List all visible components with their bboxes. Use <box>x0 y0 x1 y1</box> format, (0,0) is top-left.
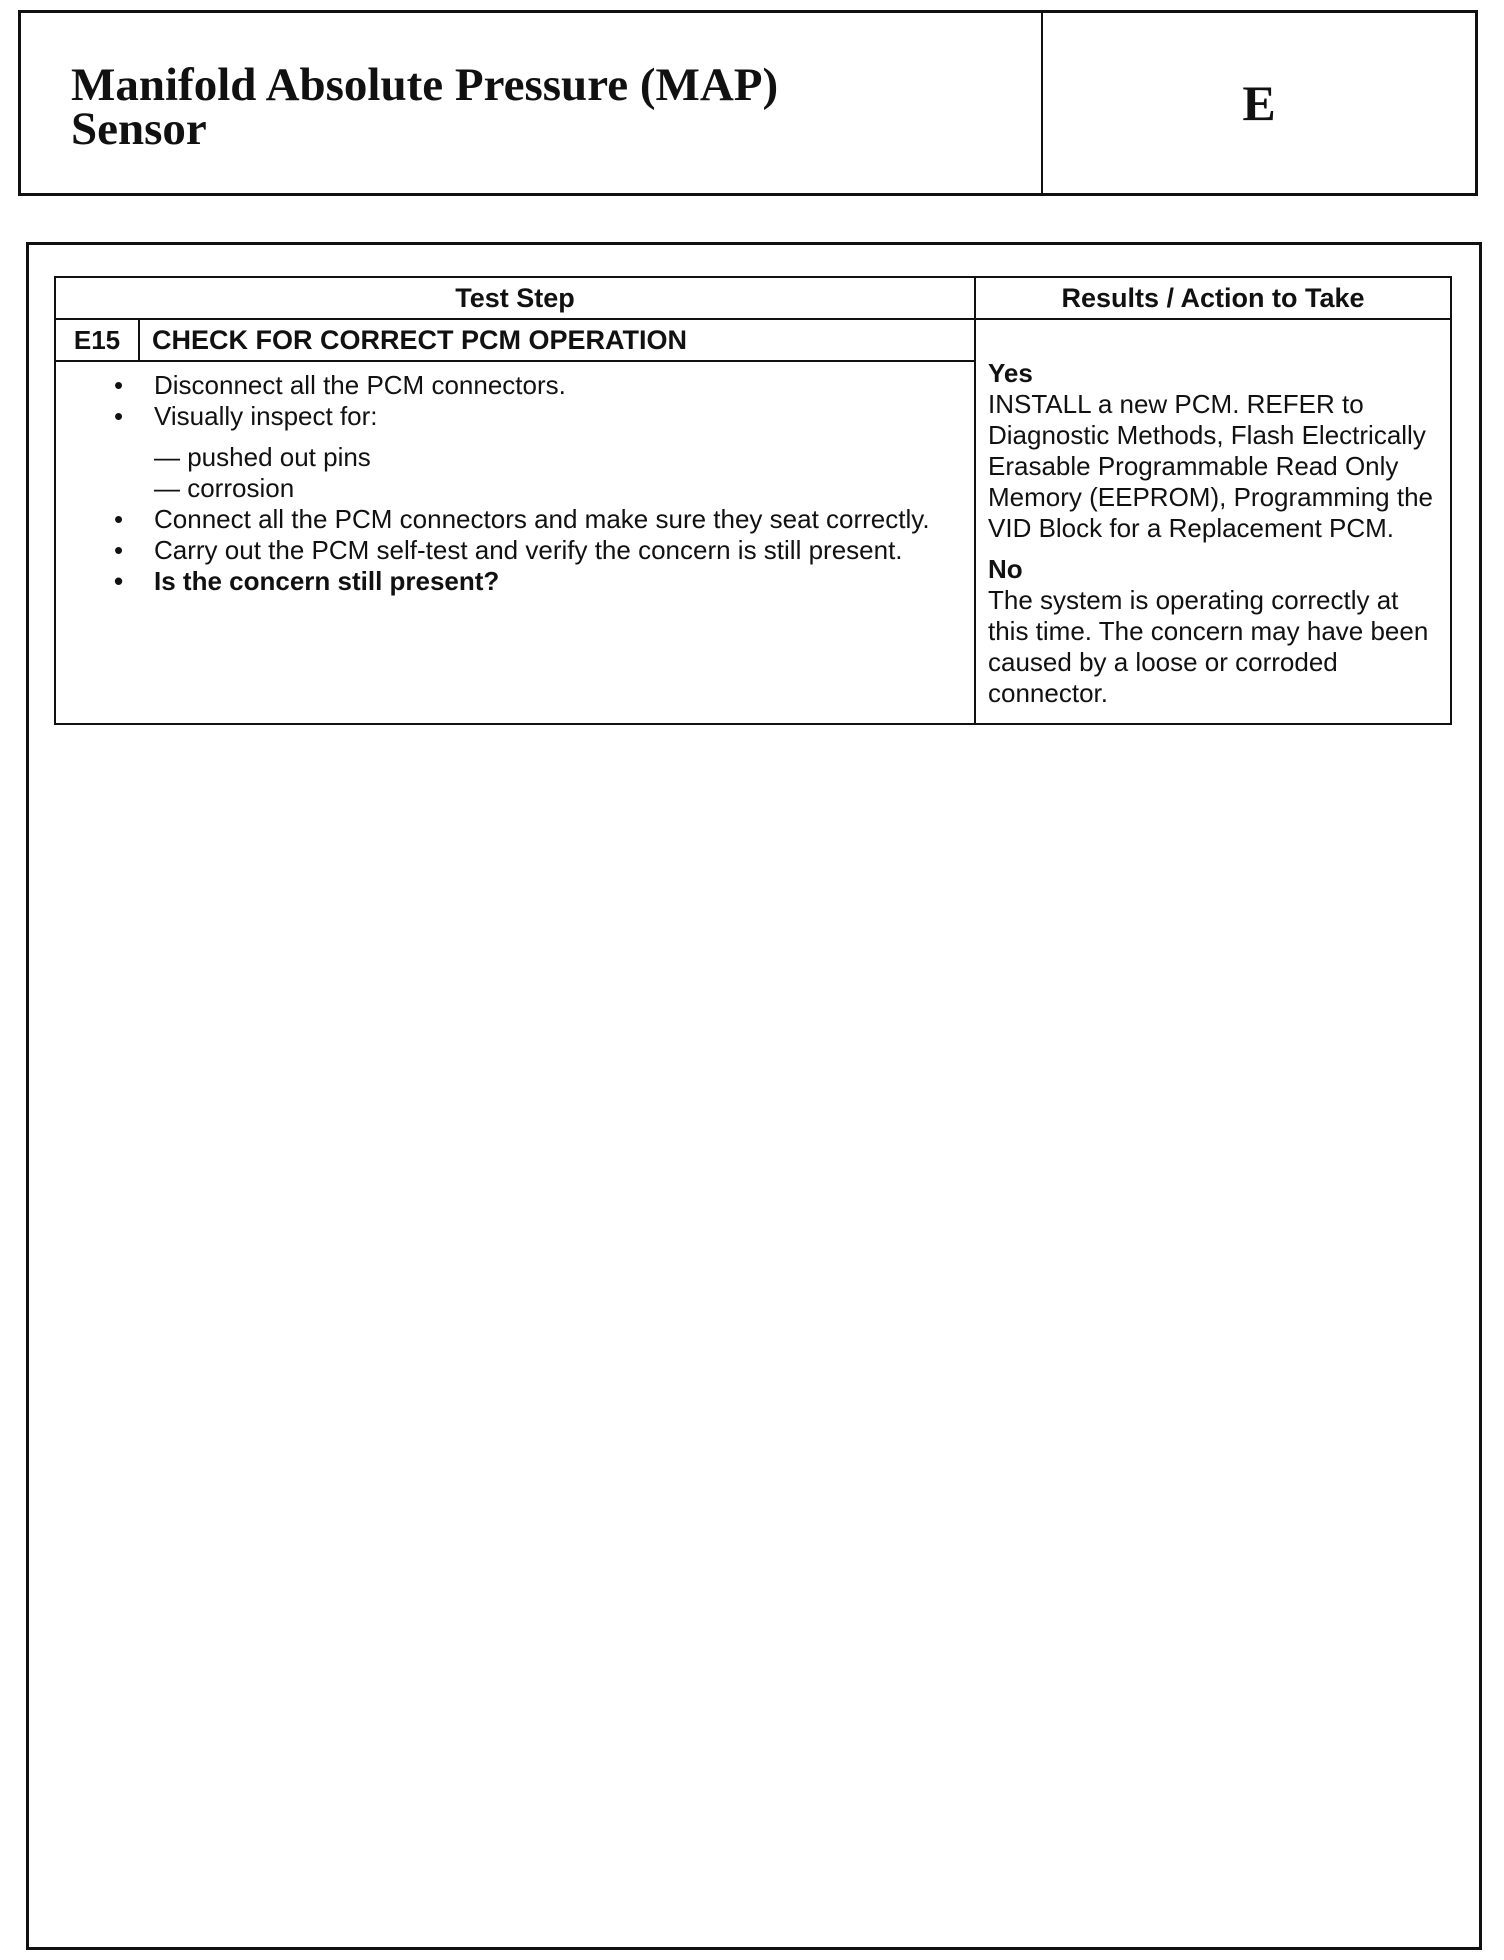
column-header-test-step: Test Step <box>55 277 975 319</box>
instruction-list <box>154 370 964 597</box>
result-yes-text: INSTALL a new PCM. REFER to Diagnostic Methods, Flash Electrically Erasable Programmable Read Only Memory (EEPROM), Programming the VID Block for a Replacement PCM. <box>988 389 1433 543</box>
step-id: E15 <box>55 319 139 361</box>
result-no-label: No <box>988 554 1023 584</box>
list-item: — pushed out pins <box>154 442 371 472</box>
step-title-row <box>55 319 1451 361</box>
table-header-row <box>55 277 1451 319</box>
list-item: • Carry out the PCM self-test and verify the concern is still present. <box>154 535 964 566</box>
list-item: • Connect all the PCM connectors and make sure they seat correctly. <box>154 504 964 535</box>
results-cell <box>975 319 1451 724</box>
result-yes-label: Yes <box>988 358 1033 388</box>
step-instructions <box>55 361 975 724</box>
page-header <box>18 10 1478 196</box>
question-item: • Is the concern still present? <box>154 566 964 597</box>
page-title-line-1: Manifold Absolute Pressure (MAP) <box>71 59 779 111</box>
page-title <box>21 13 1043 193</box>
test-step-table <box>54 276 1452 725</box>
list-item: • Disconnect all the PCM connectors. <box>154 370 964 401</box>
result-no-text: The system is operating correctly at this time. The concern may have been caused by a loose or corroded connector. <box>988 585 1429 708</box>
page-title-line-2: Sensor <box>71 103 207 155</box>
step-title: CHECK FOR CORRECT PCM OPERATION <box>139 319 975 361</box>
section-letter: E <box>1242 75 1276 131</box>
list-item: — corrosion <box>154 473 295 503</box>
list-item: • Visually inspect for: <box>154 401 964 432</box>
column-header-results: Results / Action to Take <box>975 277 1451 319</box>
